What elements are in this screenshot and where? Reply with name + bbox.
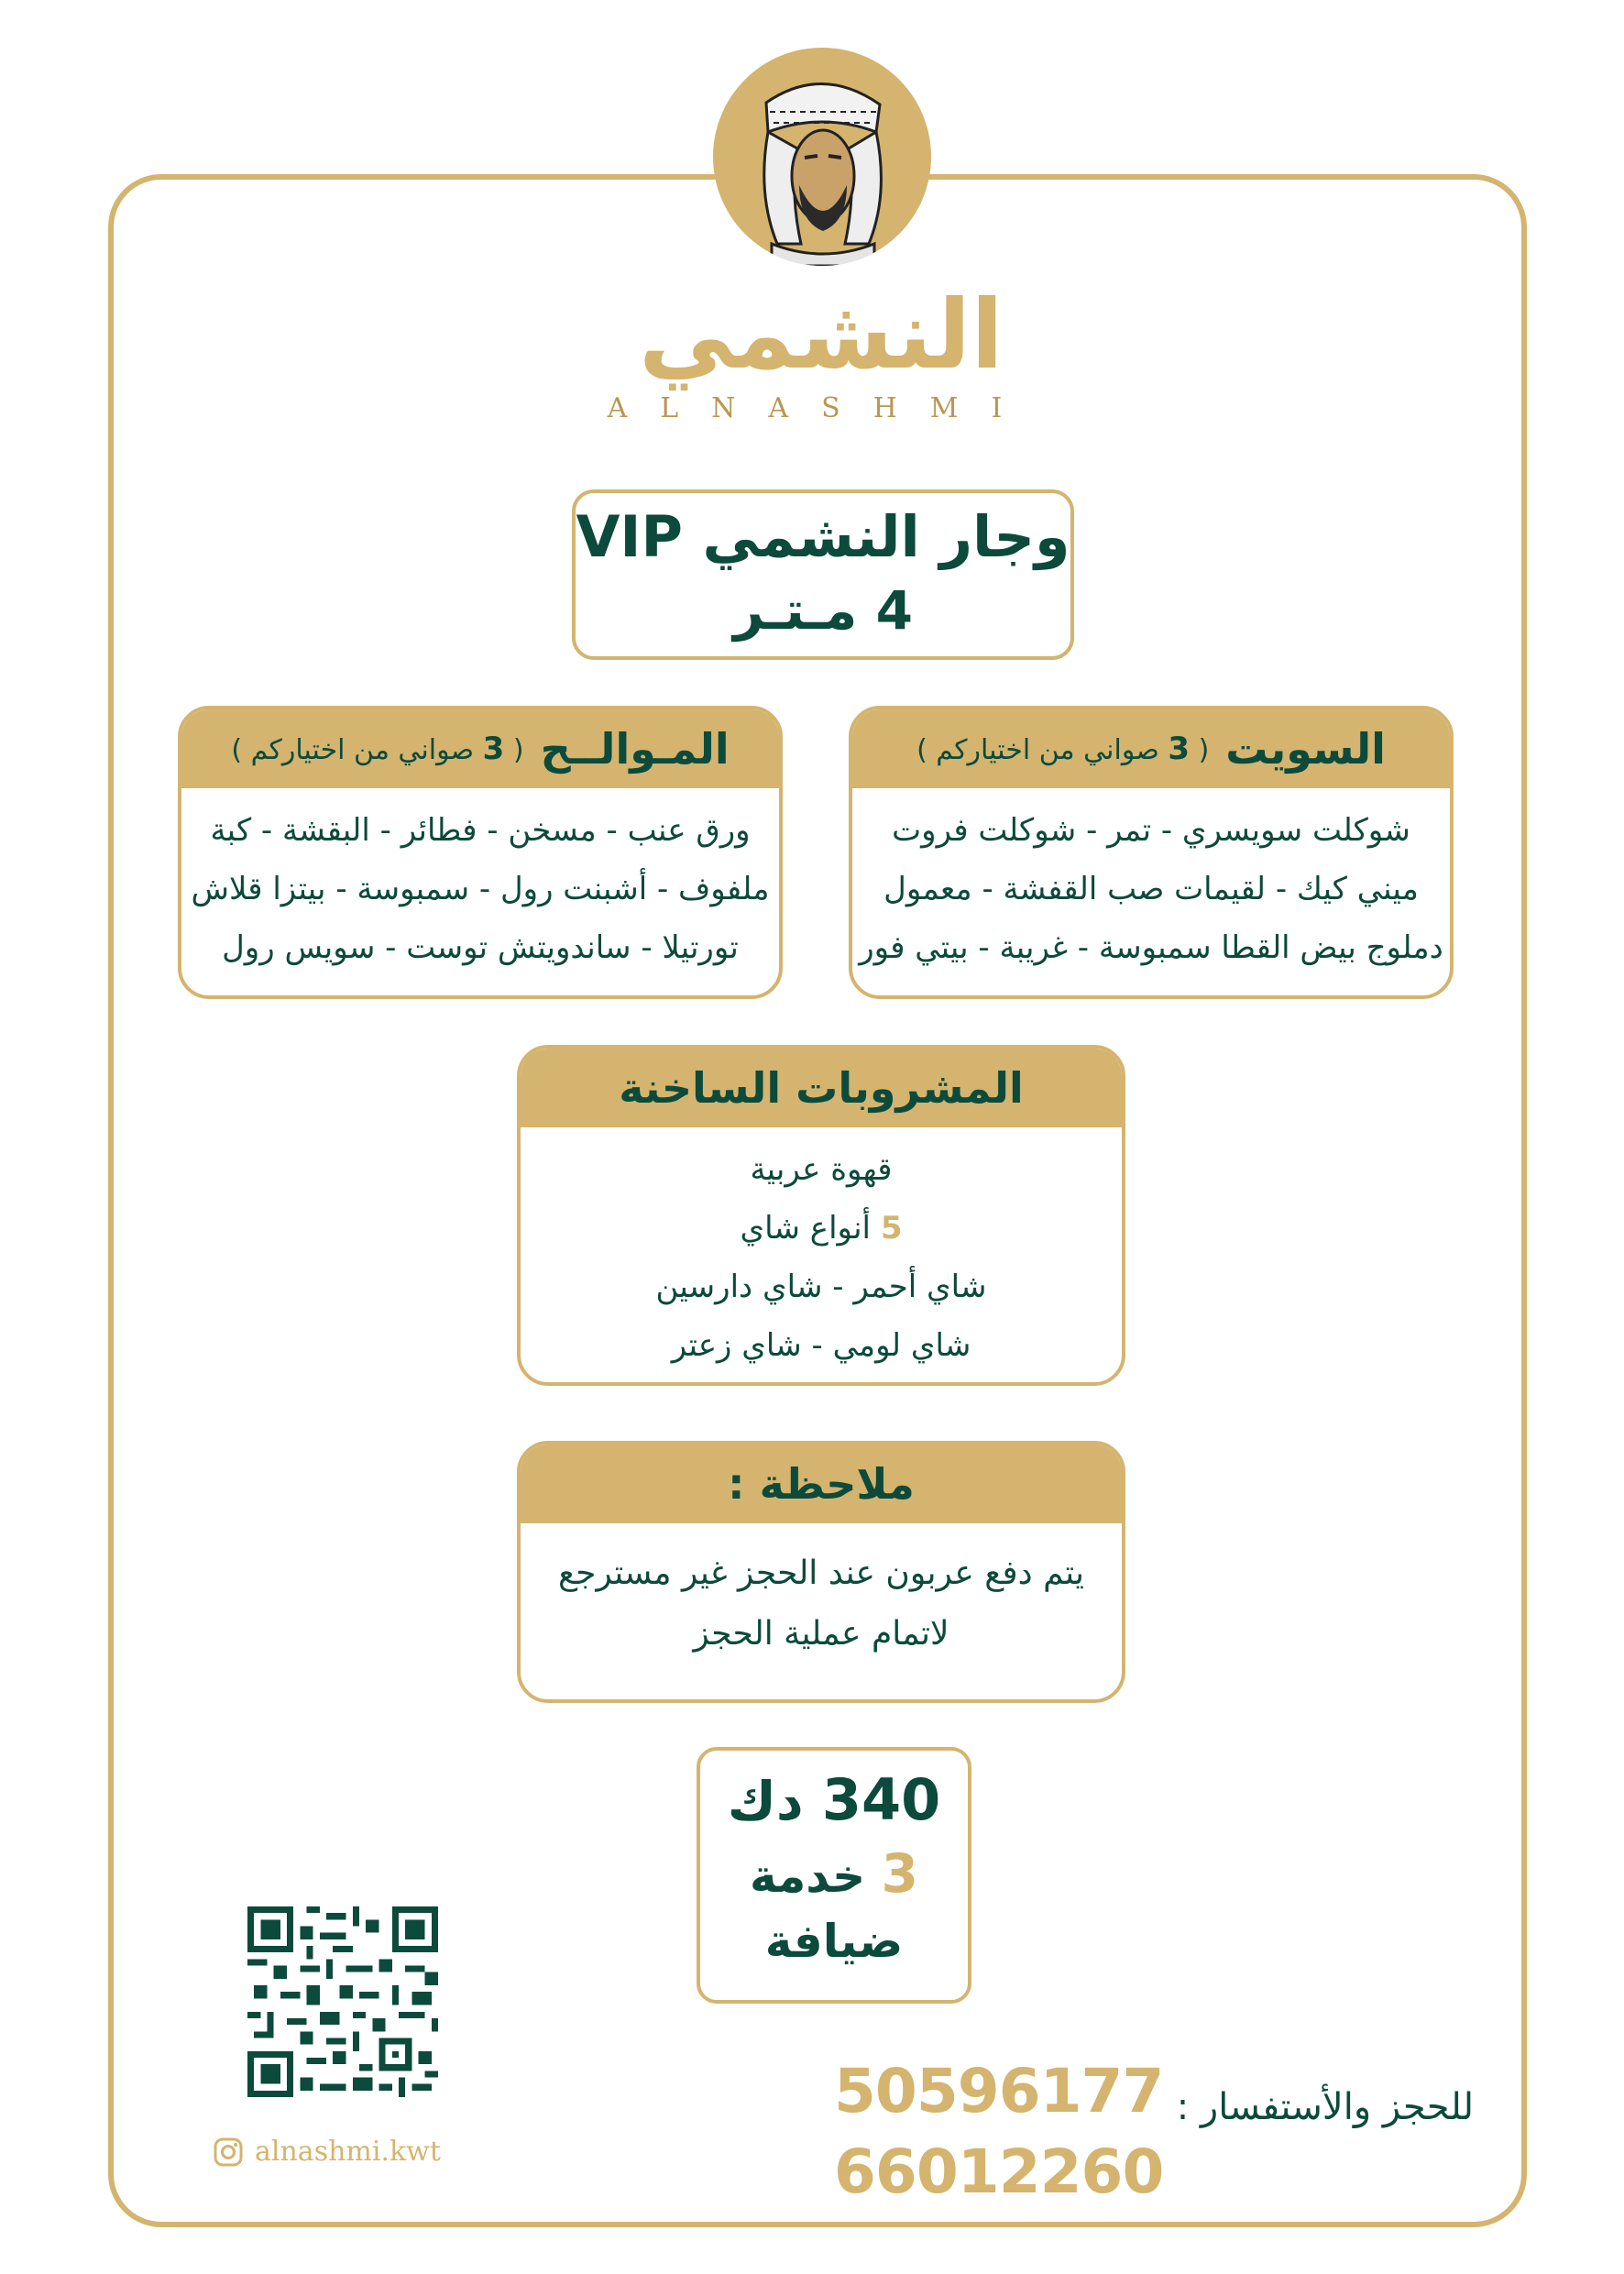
sweets-title: السويت bbox=[1225, 724, 1386, 774]
sweets-line: شوكلت سويسري - تمر - شوكلت فروت bbox=[892, 812, 1410, 849]
price-line bbox=[700, 1762, 968, 1840]
hospitality-label: ضيافة bbox=[764, 1915, 904, 1968]
phone-number[interactable]: 50596177 bbox=[834, 2056, 1164, 2126]
savory-choice bbox=[231, 731, 523, 767]
hot-drinks-header bbox=[521, 1049, 1122, 1127]
savory-list bbox=[181, 788, 779, 977]
note-body bbox=[521, 1523, 1122, 1664]
brand-name-english: ALNASHMI bbox=[607, 392, 1036, 424]
savory-line: ورق عنب - مسخن - فطائر - البقشة - كبة bbox=[210, 812, 751, 849]
sweets-header bbox=[852, 709, 1450, 788]
hot-drinks-list bbox=[521, 1127, 1122, 1375]
drinks-line: شاي لومي - شاي زعتر bbox=[671, 1327, 971, 1364]
savory-header bbox=[181, 709, 779, 788]
sweets-choice-open: ( bbox=[1198, 734, 1210, 766]
savory-line: ملفوف - أشبنت رول - سمبوسة - بيتزا قلاش bbox=[191, 871, 770, 907]
qr-code-icon[interactable] bbox=[247, 1906, 438, 2097]
note-line: لاتمام عملية الحجز bbox=[693, 1615, 949, 1653]
contact-label: للحجز والأستفسار : bbox=[1176, 2086, 1474, 2128]
service-line bbox=[700, 1840, 968, 1910]
note-header bbox=[521, 1445, 1122, 1523]
price-box bbox=[697, 1747, 971, 2004]
instagram-text: alnashmi.kwt bbox=[255, 2136, 441, 2168]
logo-portrait bbox=[713, 48, 931, 266]
savory-line: تورتيلا - ساندويتش توست - سويس رول bbox=[222, 929, 739, 966]
sweets-choice bbox=[916, 731, 1209, 767]
tea-count: 5 bbox=[880, 1210, 903, 1247]
savory-choice-count: 3 bbox=[482, 731, 505, 767]
sweets-line: دملوج بيض القطا سمبوسة - غريبة - بيتي فور bbox=[859, 929, 1443, 966]
bedouin-portrait-icon bbox=[713, 48, 931, 266]
hot-drinks-card bbox=[517, 1045, 1125, 1386]
package-title-box bbox=[572, 489, 1074, 660]
brand-name-arabic: النشمي bbox=[639, 279, 1004, 390]
phone-numbers bbox=[834, 2051, 1164, 2213]
drinks-line: شاي أحمر - شاي دارسين bbox=[655, 1269, 987, 1305]
instagram-handle[interactable] bbox=[213, 2136, 441, 2168]
savory-choice-open: ( bbox=[512, 734, 524, 766]
service-count: 3 bbox=[881, 1842, 918, 1905]
savory-choice-text: صواني من اختياركم ) bbox=[231, 734, 475, 766]
package-title: وجار النشمي VIP bbox=[576, 503, 1070, 570]
tea-label: أنواع شاي bbox=[740, 1210, 871, 1247]
sweets-choice-count: 3 bbox=[1168, 731, 1191, 767]
sweets-choice-text: صواني من اختياركم ) bbox=[916, 734, 1159, 766]
sweets-line: ميني كيك - لقيمات صب القفشة - معمول bbox=[883, 871, 1419, 907]
savory-title: المـوالــح bbox=[540, 724, 730, 774]
package-size: 4 مـتـر bbox=[733, 579, 913, 642]
note-title: ملاحظة : bbox=[728, 1459, 915, 1509]
instagram-icon bbox=[213, 2137, 244, 2168]
drinks-line-tea-types bbox=[521, 1199, 1122, 1258]
note-line: يتم دفع عربون عند الحجز غير مسترجع bbox=[558, 1554, 1084, 1592]
sweets-card bbox=[849, 706, 1454, 999]
service-label: خدمة bbox=[750, 1850, 866, 1903]
phone-number[interactable]: 66012260 bbox=[834, 2137, 1164, 2207]
drinks-line-coffee: قهوة عربية bbox=[750, 1151, 893, 1188]
sweets-list bbox=[852, 788, 1450, 977]
note-card bbox=[517, 1441, 1125, 1703]
savory-card bbox=[178, 706, 783, 999]
hot-drinks-title: المشروبات الساخنة bbox=[619, 1063, 1024, 1113]
price-amount: 340 bbox=[821, 1766, 941, 1833]
price-currency: دك bbox=[727, 1770, 804, 1832]
